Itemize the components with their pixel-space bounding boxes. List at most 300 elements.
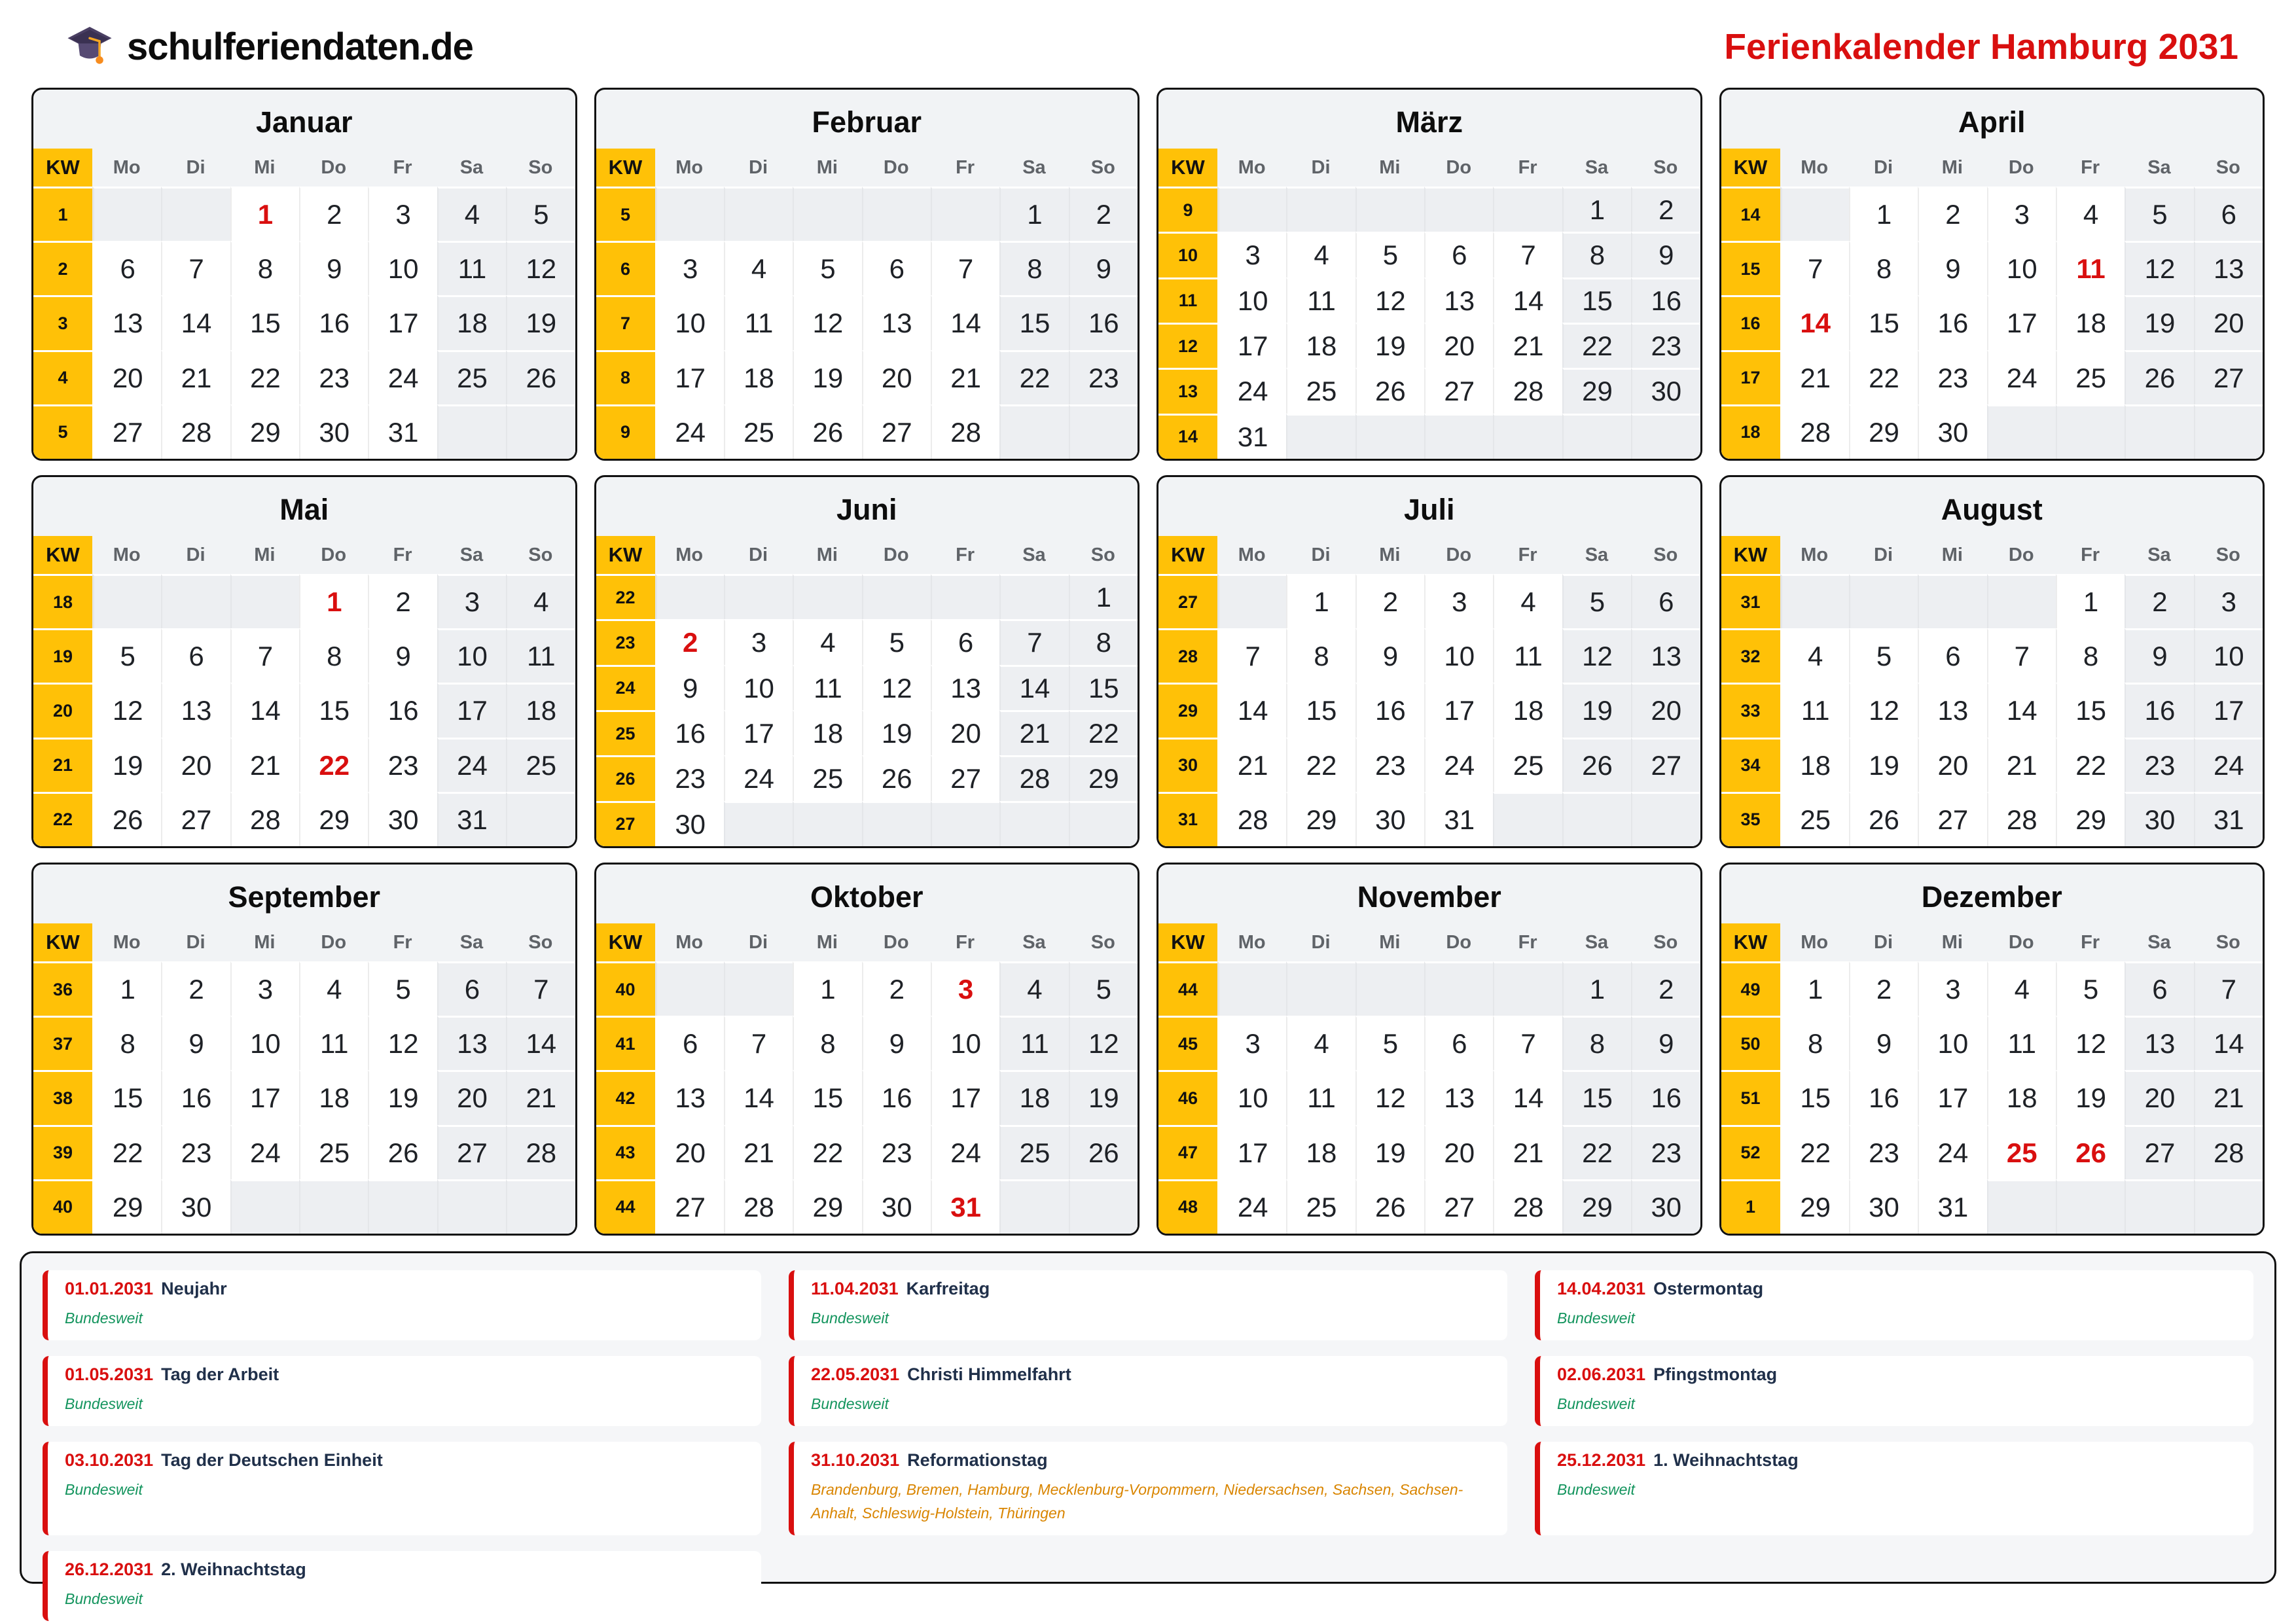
holiday-legend — [20, 1251, 2276, 1608]
day-cell: 17 — [724, 710, 793, 755]
holiday-date: 01.05.2031 — [65, 1364, 154, 1384]
day-cell: 31 — [1217, 414, 1286, 459]
empty-day-cell — [1780, 574, 1849, 628]
kw-header-cell: KW — [33, 149, 92, 187]
day-cell: 28 — [230, 792, 299, 846]
empty-day-cell — [1631, 792, 1700, 846]
day-cell: 24 — [230, 1125, 299, 1179]
day-cell: 23 — [862, 1125, 931, 1179]
day-cell: 27 — [161, 792, 230, 846]
day-cell: 6 — [862, 241, 931, 295]
empty-day-cell — [655, 574, 724, 619]
empty-day-cell — [1069, 404, 1138, 459]
day-cell: 4 — [506, 574, 575, 628]
day-cell: 14 — [1493, 1070, 1562, 1124]
day-cell: 7 — [931, 241, 999, 295]
day-header-cell: Do — [862, 149, 931, 187]
holiday-scope: Bundesweit — [65, 1480, 143, 1498]
calendar-week-number: 28 — [1158, 628, 1217, 683]
calendar-week-number: 29 — [1158, 683, 1217, 737]
month-card-november — [1157, 863, 1702, 1236]
day-cell: 25 — [1286, 368, 1355, 413]
day-header-cell: Fr — [2056, 149, 2125, 187]
day-header-cell: Mi — [1355, 149, 1424, 187]
month-title: Februar — [812, 105, 922, 139]
day-cell: 8 — [1849, 241, 1918, 295]
legend-item — [1535, 1270, 2253, 1340]
day-cell: 25 — [2056, 350, 2125, 404]
day-cell: 19 — [1069, 1070, 1138, 1124]
day-header-cell: Sa — [999, 923, 1068, 961]
legend-item — [789, 1442, 1507, 1536]
day-cell: 4 — [793, 619, 861, 664]
day-cell: 13 — [1631, 628, 1700, 683]
day-cell: 20 — [1631, 683, 1700, 737]
holiday-name: Ostermontag — [1653, 1279, 1764, 1298]
day-cell: 26 — [1849, 792, 1918, 846]
day-header-cell: Sa — [1562, 923, 1631, 961]
holiday-name: Reformationstag — [907, 1450, 1048, 1470]
calendar-week-number: 52 — [1721, 1125, 1780, 1179]
day-cell: 12 — [1562, 628, 1631, 683]
day-cell: 13 — [92, 295, 161, 349]
day-cell: 11 — [2056, 241, 2125, 295]
day-cell: 8 — [1562, 1016, 1631, 1070]
day-cell: 24 — [437, 738, 506, 792]
day-cell: 10 — [1217, 1070, 1286, 1124]
day-cell: 25 — [437, 350, 506, 404]
empty-day-cell — [931, 801, 999, 846]
day-cell: 11 — [299, 1016, 368, 1070]
day-cell: 21 — [1217, 738, 1286, 792]
day-cell: 7 — [1493, 1016, 1562, 1070]
day-cell: 5 — [2056, 961, 2125, 1016]
day-cell: 16 — [1355, 683, 1424, 737]
holiday-name: Karfreitag — [906, 1279, 990, 1298]
day-cell: 21 — [1493, 1125, 1562, 1179]
day-cell: 8 — [1286, 628, 1355, 683]
calendar-week-number: 35 — [1721, 792, 1780, 846]
day-cell: 4 — [999, 961, 1068, 1016]
day-header-cell: So — [2194, 923, 2263, 961]
day-cell: 16 — [1631, 277, 1700, 323]
empty-day-cell — [2194, 1179, 2263, 1234]
day-cell: 1 — [1069, 574, 1138, 619]
day-cell: 27 — [1424, 1179, 1493, 1234]
day-cell: 6 — [92, 241, 161, 295]
day-cell: 20 — [92, 350, 161, 404]
day-cell: 4 — [1987, 961, 2056, 1016]
day-cell: 21 — [1987, 738, 2056, 792]
day-cell: 3 — [1918, 961, 1986, 1016]
day-header-cell: So — [506, 923, 575, 961]
kw-header-cell: KW — [33, 923, 92, 961]
day-cell: 16 — [161, 1070, 230, 1124]
day-cell: 16 — [2125, 683, 2193, 737]
day-cell: 14 — [161, 295, 230, 349]
day-cell: 18 — [1493, 683, 1562, 737]
day-cell: 15 — [1069, 665, 1138, 710]
empty-day-cell — [1424, 961, 1493, 1016]
day-cell: 15 — [1849, 295, 1918, 349]
day-header-cell: Mi — [1918, 923, 1986, 961]
calendar-week-number: 39 — [33, 1125, 92, 1179]
day-cell: 22 — [299, 738, 368, 792]
day-cell: 12 — [506, 241, 575, 295]
day-cell: 25 — [1780, 792, 1849, 846]
day-cell: 29 — [299, 792, 368, 846]
empty-day-cell — [161, 187, 230, 241]
holiday-line — [65, 1450, 744, 1471]
day-header-cell: Mo — [655, 149, 724, 187]
day-cell: 10 — [368, 241, 437, 295]
empty-day-cell — [793, 801, 861, 846]
day-cell: 5 — [862, 619, 931, 664]
empty-day-cell — [931, 574, 999, 619]
day-cell: 7 — [999, 619, 1068, 664]
day-cell: 21 — [1493, 323, 1562, 368]
day-cell: 12 — [2125, 241, 2193, 295]
day-cell: 16 — [1849, 1070, 1918, 1124]
day-cell: 2 — [368, 574, 437, 628]
day-cell: 25 — [1493, 738, 1562, 792]
day-header-cell: Mi — [793, 536, 861, 574]
day-cell: 26 — [1355, 368, 1424, 413]
day-cell: 5 — [1355, 1016, 1424, 1070]
empty-day-cell — [862, 801, 931, 846]
month-title: April — [1958, 105, 2026, 139]
graduation-cap-icon — [65, 22, 114, 71]
day-cell: 4 — [1493, 574, 1562, 628]
day-cell: 13 — [437, 1016, 506, 1070]
calendar-week-number: 5 — [596, 187, 655, 241]
day-cell: 7 — [1217, 628, 1286, 683]
empty-day-cell — [724, 187, 793, 241]
calendar-week-number: 17 — [1721, 350, 1780, 404]
day-cell: 13 — [2125, 1016, 2193, 1070]
month-grid — [1158, 923, 1700, 1234]
day-header-cell: Sa — [437, 536, 506, 574]
day-header-cell: So — [1069, 536, 1138, 574]
day-cell: 6 — [1631, 574, 1700, 628]
calendar-week-number: 44 — [1158, 961, 1217, 1016]
day-cell: 1 — [1780, 961, 1849, 1016]
day-cell: 18 — [1286, 1125, 1355, 1179]
day-cell: 25 — [1987, 1125, 2056, 1179]
day-cell: 3 — [230, 961, 299, 1016]
calendar-week-number: 6 — [596, 241, 655, 295]
calendar-week-number: 14 — [1158, 414, 1217, 459]
day-cell: 3 — [2194, 574, 2263, 628]
day-cell: 14 — [999, 665, 1068, 710]
day-header-cell: Fr — [2056, 923, 2125, 961]
day-cell: 14 — [2194, 1016, 2263, 1070]
day-cell: 14 — [931, 295, 999, 349]
day-cell: 16 — [655, 710, 724, 755]
day-cell: 17 — [1424, 683, 1493, 737]
day-cell: 11 — [1987, 1016, 2056, 1070]
empty-day-cell — [793, 574, 861, 619]
day-header-cell: Mi — [793, 149, 861, 187]
day-header-cell: Mi — [230, 149, 299, 187]
day-header-cell: Sa — [437, 149, 506, 187]
day-cell: 15 — [92, 1070, 161, 1124]
day-cell: 24 — [1424, 738, 1493, 792]
day-cell: 25 — [506, 738, 575, 792]
empty-day-cell — [1631, 414, 1700, 459]
month-title: März — [1395, 105, 1463, 139]
calendar-week-number: 16 — [1721, 295, 1780, 349]
day-cell: 16 — [1069, 295, 1138, 349]
day-cell: 10 — [1217, 277, 1286, 323]
kw-header-cell: KW — [1721, 923, 1780, 961]
empty-day-cell — [437, 404, 506, 459]
day-cell: 3 — [1217, 232, 1286, 277]
day-cell: 21 — [931, 350, 999, 404]
empty-day-cell — [506, 404, 575, 459]
day-cell: 21 — [1780, 350, 1849, 404]
calendar-week-number: 7 — [596, 295, 655, 349]
day-cell: 12 — [793, 295, 861, 349]
day-header-cell: Di — [724, 923, 793, 961]
empty-day-cell — [92, 574, 161, 628]
day-cell: 9 — [1631, 1016, 1700, 1070]
day-cell: 5 — [1355, 232, 1424, 277]
day-cell: 2 — [655, 619, 724, 664]
day-cell: 2 — [2125, 574, 2193, 628]
day-cell: 27 — [437, 1125, 506, 1179]
empty-day-cell — [1424, 414, 1493, 459]
holiday-date: 01.01.2031 — [65, 1279, 154, 1298]
day-cell: 1 — [1562, 961, 1631, 1016]
day-header-cell: Di — [1286, 923, 1355, 961]
day-cell: 22 — [999, 350, 1068, 404]
day-cell: 22 — [92, 1125, 161, 1179]
day-header-cell: Mo — [92, 536, 161, 574]
day-header-cell: Fr — [1493, 923, 1562, 961]
day-cell: 14 — [1987, 683, 2056, 737]
day-cell: 9 — [862, 1016, 931, 1070]
month-title: August — [1941, 493, 2043, 526]
day-cell: 22 — [793, 1125, 861, 1179]
day-header-cell: Di — [161, 923, 230, 961]
day-cell: 13 — [1918, 683, 1986, 737]
day-cell: 8 — [230, 241, 299, 295]
day-cell: 5 — [368, 961, 437, 1016]
day-cell: 4 — [299, 961, 368, 1016]
empty-day-cell — [655, 961, 724, 1016]
empty-day-cell — [299, 1179, 368, 1234]
day-cell: 31 — [931, 1179, 999, 1234]
day-cell: 12 — [368, 1016, 437, 1070]
day-header-cell: Mi — [1355, 536, 1424, 574]
day-cell: 1 — [1286, 574, 1355, 628]
day-header-cell: Fr — [931, 923, 999, 961]
day-cell: 21 — [506, 1070, 575, 1124]
day-cell: 18 — [437, 295, 506, 349]
day-cell: 16 — [368, 683, 437, 737]
day-cell: 20 — [1424, 1125, 1493, 1179]
day-cell: 14 — [724, 1070, 793, 1124]
calendar-week-number: 33 — [1721, 683, 1780, 737]
day-cell: 26 — [1562, 738, 1631, 792]
day-cell: 18 — [506, 683, 575, 737]
calendar-week-number: 2 — [33, 241, 92, 295]
day-header-cell: Di — [1849, 149, 1918, 187]
day-header-cell: So — [506, 149, 575, 187]
day-cell: 12 — [92, 683, 161, 737]
day-cell: 18 — [999, 1070, 1068, 1124]
day-cell: 25 — [1286, 1179, 1355, 1234]
empty-day-cell — [230, 1179, 299, 1234]
day-cell: 17 — [1918, 1070, 1986, 1124]
empty-day-cell — [1355, 961, 1424, 1016]
day-cell: 15 — [1780, 1070, 1849, 1124]
empty-day-cell — [92, 187, 161, 241]
day-cell: 3 — [1987, 187, 2056, 241]
day-header-cell: Do — [1987, 923, 2056, 961]
day-cell: 27 — [92, 404, 161, 459]
day-header-cell: Sa — [999, 149, 1068, 187]
day-cell: 17 — [437, 683, 506, 737]
empty-day-cell — [230, 574, 299, 628]
day-cell: 10 — [1424, 628, 1493, 683]
calendar-week-number: 31 — [1721, 574, 1780, 628]
legend-item — [789, 1356, 1507, 1426]
day-cell: 8 — [92, 1016, 161, 1070]
day-cell: 11 — [1780, 683, 1849, 737]
day-cell: 27 — [2125, 1125, 2193, 1179]
day-cell: 8 — [1069, 619, 1138, 664]
day-cell: 14 — [506, 1016, 575, 1070]
day-cell: 19 — [368, 1070, 437, 1124]
day-cell: 4 — [2056, 187, 2125, 241]
calendar-week-number: 15 — [1721, 241, 1780, 295]
day-cell: 22 — [1069, 710, 1138, 755]
day-cell: 30 — [299, 404, 368, 459]
day-cell: 2 — [1918, 187, 1986, 241]
day-cell: 28 — [1217, 792, 1286, 846]
calendar-week-number: 11 — [1158, 277, 1217, 323]
day-cell: 30 — [1631, 368, 1700, 413]
day-cell: 21 — [724, 1125, 793, 1179]
calendar-week-number: 12 — [1158, 323, 1217, 368]
calendar-week-number: 44 — [596, 1179, 655, 1234]
holiday-name: Neujahr — [161, 1279, 227, 1298]
day-cell: 18 — [1780, 738, 1849, 792]
day-cell: 3 — [1217, 1016, 1286, 1070]
day-cell: 27 — [1918, 792, 1986, 846]
holiday-scope: Bundesweit — [65, 1590, 143, 1608]
legend-item — [43, 1442, 761, 1536]
day-header-cell: Mo — [1217, 149, 1286, 187]
day-cell: 3 — [437, 574, 506, 628]
day-cell: 29 — [1780, 1179, 1849, 1234]
day-cell: 9 — [161, 1016, 230, 1070]
day-cell: 28 — [1780, 404, 1849, 459]
month-grid — [596, 536, 1138, 846]
legend-item — [789, 1270, 1507, 1340]
day-cell: 6 — [1424, 1016, 1493, 1070]
holiday-name: Christi Himmelfahrt — [907, 1364, 1071, 1384]
day-cell: 4 — [1780, 628, 1849, 683]
calendar-week-number: 36 — [33, 961, 92, 1016]
holiday-date: 26.12.2031 — [65, 1560, 154, 1580]
day-cell: 9 — [299, 241, 368, 295]
day-cell: 15 — [999, 295, 1068, 349]
legend-item — [43, 1270, 761, 1340]
empty-day-cell — [1849, 574, 1918, 628]
day-header-cell: Sa — [1562, 149, 1631, 187]
calendar-week-number: 37 — [33, 1016, 92, 1070]
day-cell: 2 — [1849, 961, 1918, 1016]
day-header-cell: Mi — [1918, 536, 1986, 574]
day-header-cell: So — [1631, 923, 1700, 961]
day-cell: 30 — [1355, 792, 1424, 846]
calendar-week-number: 19 — [33, 628, 92, 683]
day-cell: 31 — [1918, 1179, 1986, 1234]
day-cell: 24 — [1217, 1179, 1286, 1234]
empty-day-cell — [2125, 1179, 2193, 1234]
day-cell: 20 — [1424, 323, 1493, 368]
day-cell: 11 — [1493, 628, 1562, 683]
holiday-line — [1557, 1450, 2236, 1471]
calendar-week-number: 26 — [596, 755, 655, 800]
day-header-cell: Do — [862, 923, 931, 961]
day-cell: 8 — [1780, 1016, 1849, 1070]
calendar-week-number: 27 — [596, 801, 655, 846]
day-cell: 11 — [793, 665, 861, 710]
calendar-week-number: 49 — [1721, 961, 1780, 1016]
day-cell: 5 — [2125, 187, 2193, 241]
kw-header-cell: KW — [1158, 536, 1217, 574]
empty-day-cell — [2056, 1179, 2125, 1234]
day-cell: 30 — [368, 792, 437, 846]
page-header — [0, 0, 2296, 85]
day-cell: 15 — [299, 683, 368, 737]
day-cell: 20 — [2125, 1070, 2193, 1124]
empty-day-cell — [724, 961, 793, 1016]
day-cell: 12 — [1069, 1016, 1138, 1070]
day-cell: 8 — [793, 1016, 861, 1070]
day-cell: 7 — [1780, 241, 1849, 295]
day-cell: 25 — [299, 1125, 368, 1179]
empty-day-cell — [1355, 414, 1424, 459]
day-header-cell: Mi — [1918, 149, 1986, 187]
day-cell: 16 — [1631, 1070, 1700, 1124]
calendar-week-number: 23 — [596, 619, 655, 664]
day-cell: 5 — [1562, 574, 1631, 628]
kw-header-cell: KW — [596, 149, 655, 187]
day-cell: 2 — [299, 187, 368, 241]
day-header-cell: Di — [1286, 536, 1355, 574]
day-cell: 21 — [161, 350, 230, 404]
empty-day-cell — [1217, 574, 1286, 628]
calendar-week-number: 18 — [1721, 404, 1780, 459]
empty-day-cell — [793, 187, 861, 241]
holiday-scope: Bundesweit — [811, 1310, 889, 1327]
day-cell: 30 — [161, 1179, 230, 1234]
day-cell: 1 — [793, 961, 861, 1016]
month-card-januar — [31, 88, 577, 461]
day-cell: 2 — [862, 961, 931, 1016]
month-title: November — [1357, 880, 1501, 914]
day-cell: 25 — [724, 404, 793, 459]
day-header-cell: Di — [724, 536, 793, 574]
day-cell: 3 — [724, 619, 793, 664]
day-cell: 6 — [931, 619, 999, 664]
empty-day-cell — [999, 574, 1068, 619]
